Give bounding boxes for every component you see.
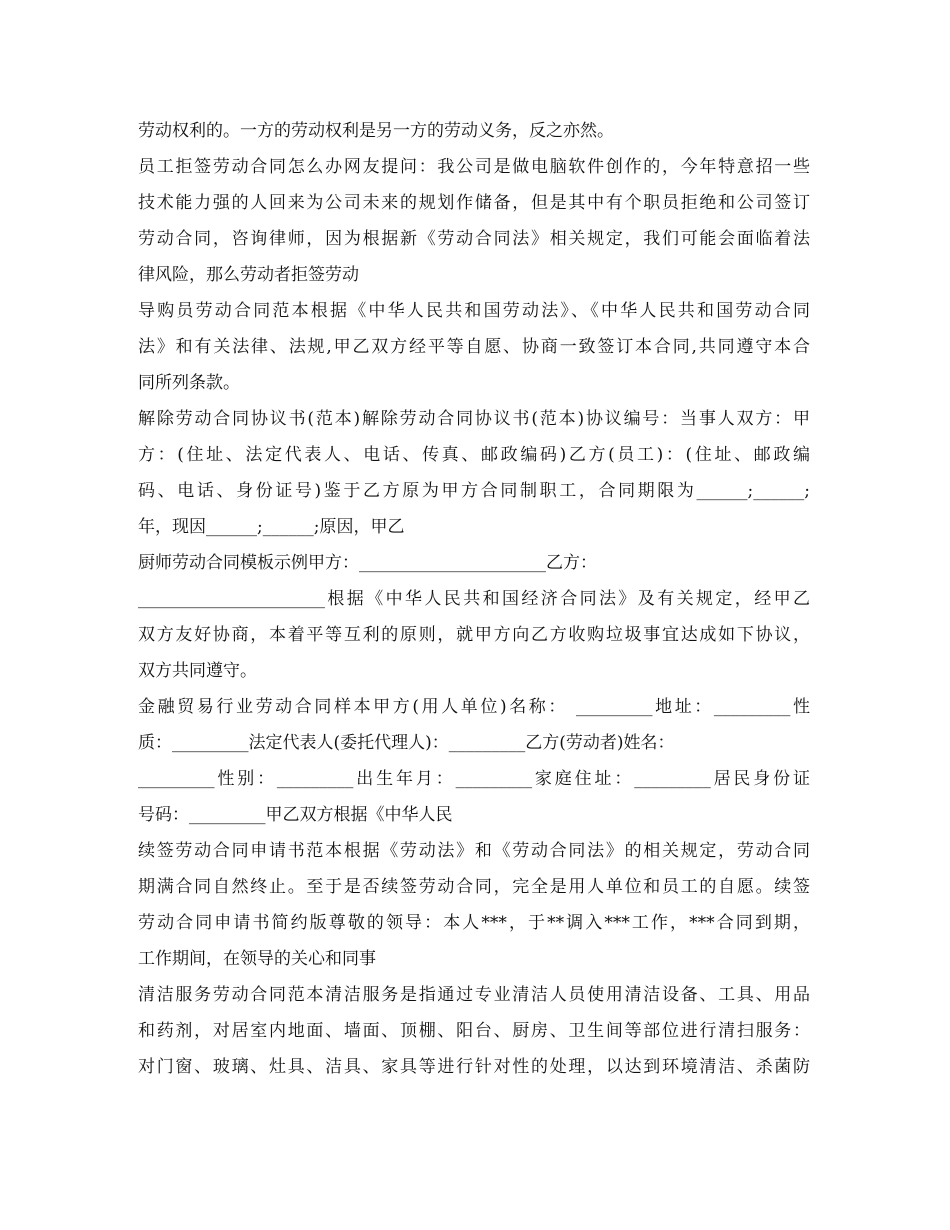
text-line: 号码：_________甲乙双方根据《中华人民 <box>138 805 453 825</box>
text-line: 同所列条款。 <box>138 373 240 393</box>
text-line: 员工拒签劳动合同怎么办网友提问：我公司是做电脑软件创作的，今年特意招一些 <box>138 157 810 177</box>
text-line: 双方友好协商，本着平等互利的原则，就甲方向乙方收购垃圾事宜达成如下协议， <box>138 625 810 645</box>
text-line: 和药剂，对居室内地面、墙面、顶棚、阳台、厨房、卫生间等部位进行清扫服务： <box>138 1021 810 1041</box>
text-line: 码、电话、身份证号)鉴于乙方原为甲方合同制职工，合同期限为______;______; <box>138 481 810 501</box>
paragraph-rights-note <box>138 113 810 149</box>
paragraph-renewal <box>138 833 810 977</box>
text-line: 清洁服务劳动合同范本清洁服务是指通过专业清洁人员使用清洁设备、工具、用品 <box>138 985 810 1005</box>
text-line: 方：(住址、法定代表人、电话、传真、邮政编码)乙方(员工)：(住址、邮政编 <box>138 445 810 465</box>
paragraph-cleaning <box>138 977 810 1085</box>
paragraph-chef <box>138 545 810 689</box>
text-line: 劳动合同，咨询律师，因为根据新《劳动合同法》相关规定，我们可能会面临着法 <box>138 229 810 249</box>
text-line: ______________________根据《中华人民共和国经济合同法》及有关规定，经甲乙 <box>138 589 810 609</box>
text-line: 厨师劳动合同模板示例甲方：______________________乙方： <box>138 553 597 573</box>
text-line: 双方共同遵守。 <box>138 661 257 681</box>
text-line: 工作期间，在领导的关心和同事 <box>138 949 376 969</box>
text-line: 期满合同自然终止。至于是否续签劳动合同，完全是用人单位和员工的自愿。续签 <box>138 877 810 897</box>
text-line: 律风险，那么劳动者拒签劳动 <box>138 265 359 285</box>
paragraph-refuse-contract <box>138 149 810 293</box>
text-line: 劳动权利的。一方的劳动权利是另一方的劳动义务，反之亦然。 <box>138 121 614 141</box>
paragraph-finance-trade <box>138 689 810 833</box>
text-line: 法》和有关法律、法规,甲乙双方经平等自愿、协商一致签订本合同,共同遵守本合 <box>138 337 810 357</box>
paragraph-shopping-guide <box>138 293 810 401</box>
text-line: 技术能力强的人回来为公司未来的规划作储备，但是其中有个职员拒绝和公司签订 <box>138 193 810 213</box>
text-line: 金融贸易行业劳动合同样本甲方(用人单位)名称： _________地址：_________性 <box>138 697 810 717</box>
text-line: 导购员劳动合同范本根据《中华人民共和国劳动法》、《中华人民共和国劳动合同 <box>138 301 810 321</box>
document-body <box>138 113 810 1085</box>
paragraph-termination <box>138 401 810 545</box>
text-line: 续签劳动合同申请书范本根据《劳动法》和《劳动合同法》的相关规定，劳动合同 <box>138 841 810 861</box>
text-line: 质：_________法定代表人(委托代理人)：_________乙方(劳动者)姓名： <box>138 733 675 753</box>
text-line: _________性别：_________出生年月：_________家庭住址：_________居民身份证 <box>138 769 810 789</box>
text-line: 解除劳动合同协议书(范本)解除劳动合同协议书(范本)协议编号：当事人双方：甲 <box>138 409 810 429</box>
text-line: 对门窗、玻璃、灶具、洁具、家具等进行针对性的处理，以达到环境清洁、杀菌防 <box>138 1057 810 1077</box>
text-line: 年，现因______;______;原因，甲乙 <box>138 517 405 537</box>
text-line: 劳动合同申请书简约版尊敬的领导：本人***，于**调入***工作，***合同到期， <box>138 913 810 933</box>
